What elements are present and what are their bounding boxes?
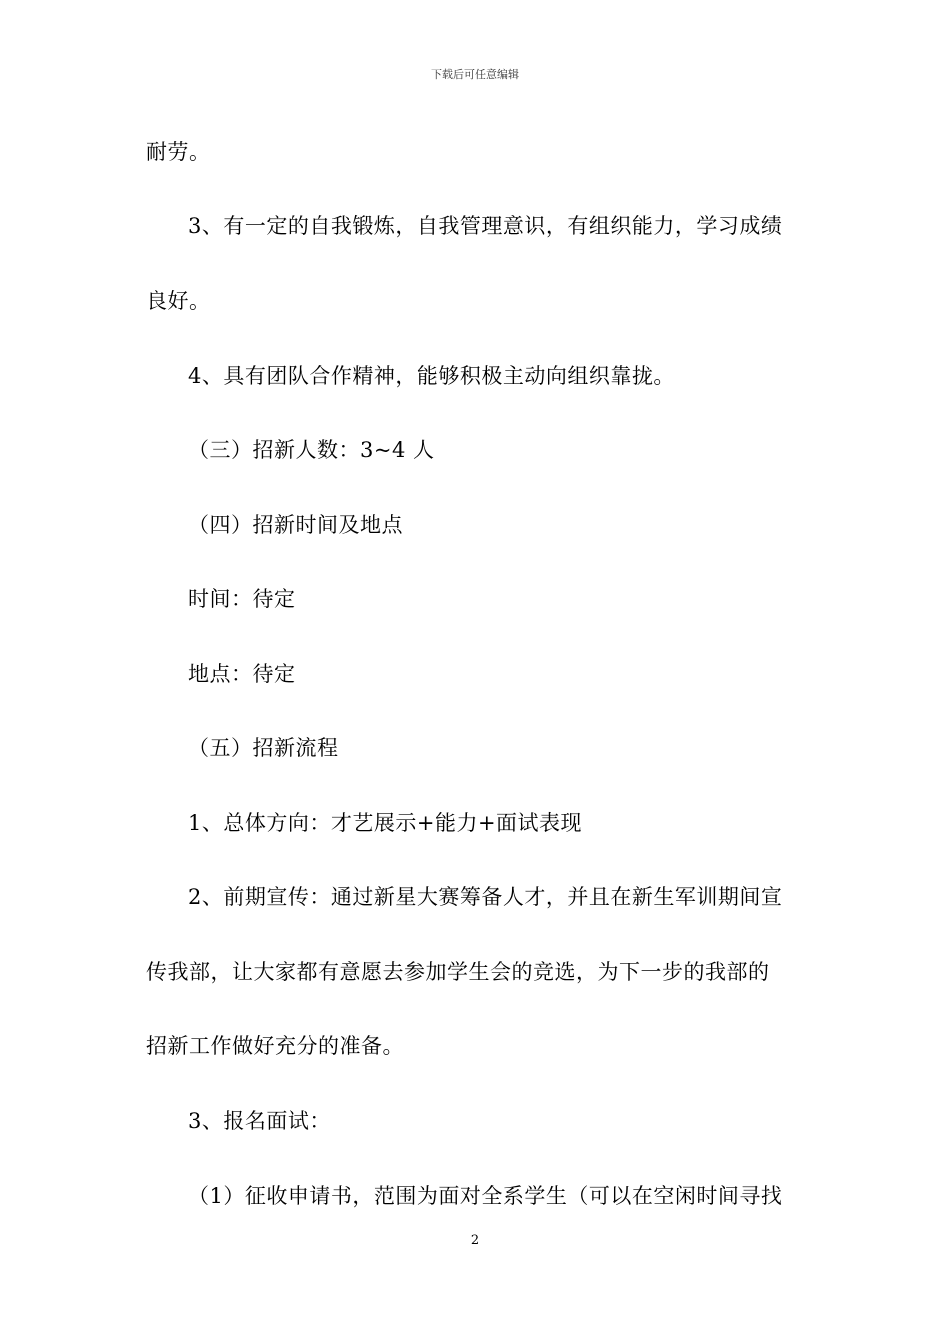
text-line: 4、具有团队合作精神，能够积极主动向组织靠拢。: [188, 364, 675, 388]
text-line: 传我部，让大家都有意愿去参加学生会的竞选，为下一步的我部的: [146, 960, 770, 984]
text-line: 3、有一定的自我锻炼，自我管理意识，有组织能力，学习成绩: [188, 214, 783, 238]
text-line: 耐劳。: [146, 140, 211, 164]
section-heading: （三）招新人数：3~4 人: [188, 438, 435, 462]
section-heading: （四）招新时间及地点: [188, 513, 403, 537]
text-line: 2、前期宣传：通过新星大赛筹备人才，并且在新生军训期间宣: [188, 885, 783, 909]
text-line: 时间：待定: [188, 587, 296, 611]
page-header: 下载后可任意编辑: [431, 68, 519, 81]
section-heading: （五）招新流程: [188, 736, 339, 760]
text-line: 1、总体方向：才艺展示+能力+面试表现: [188, 811, 583, 835]
page-number: 2: [470, 1233, 480, 1248]
text-line: 招新工作做好充分的准备。: [146, 1034, 404, 1058]
text-line: 3、报名面试：: [188, 1109, 331, 1133]
text-line: 地点：待定: [188, 662, 296, 686]
text-line: 良好。: [146, 289, 211, 313]
text-line: （1）征收申请书，范围为面对全系学生（可以在空闲时间寻找: [188, 1184, 783, 1208]
